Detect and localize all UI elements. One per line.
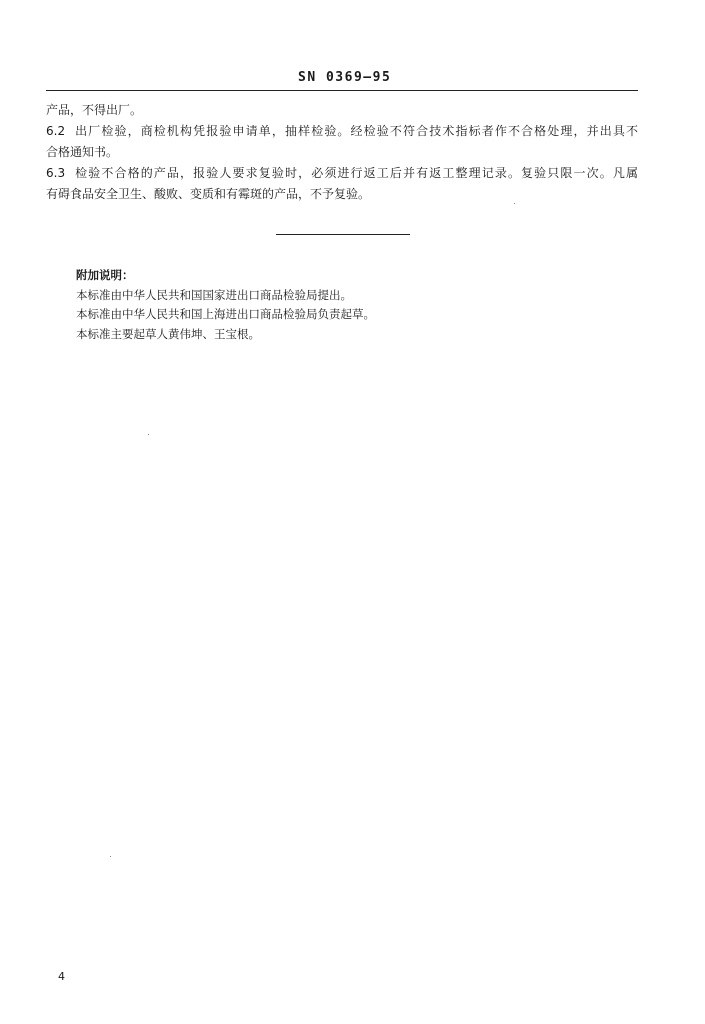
scan-speck	[514, 203, 515, 204]
scan-speck	[148, 434, 149, 435]
clause-6-2-text-1: 出厂检验，商检机构凭报验申请单，抽样检验。经检验不符合技术指标者作不合格处理，并出具不	[74, 124, 638, 138]
body-text	[46, 100, 638, 205]
clause-6-3-text-2: 有碍食品安全卫生、酸败、变质和有霉斑的产品，不予复验。	[46, 187, 371, 201]
clause-6-3-number: 6.3	[46, 166, 66, 180]
clause-6-2-text-2: 合格通知书。	[46, 145, 119, 159]
continuation-line: 产品，不得出厂。	[46, 103, 143, 117]
page-number: 4	[58, 970, 65, 983]
addendum-line-3: 本标准主要起草人黄伟坤、王宝根。	[76, 326, 260, 341]
addendum	[76, 266, 375, 344]
clause-6-3-text-1: 检验不合格的产品，报验人要求复验时，必须进行返工后并有返工整理记录。复验只限一次。凡属	[74, 166, 638, 180]
clause-6-3-line-1	[46, 163, 638, 184]
addendum-line-2: 本标准由中华人民共和国上海进出口商品检验局负责起草。	[76, 307, 375, 321]
addendum-line-1: 本标准由中华人民共和国国家进出口商品检验局提出。	[76, 287, 352, 302]
section-divider	[276, 234, 410, 235]
header-rule	[46, 90, 638, 91]
addendum-title: 附加说明：	[76, 268, 134, 282]
scan-speck	[110, 856, 111, 857]
clause-6-2-number: 6.2	[46, 124, 66, 138]
standard-code-header: SN 0369—95	[298, 70, 392, 85]
clause-6-2-line-1	[46, 121, 638, 142]
